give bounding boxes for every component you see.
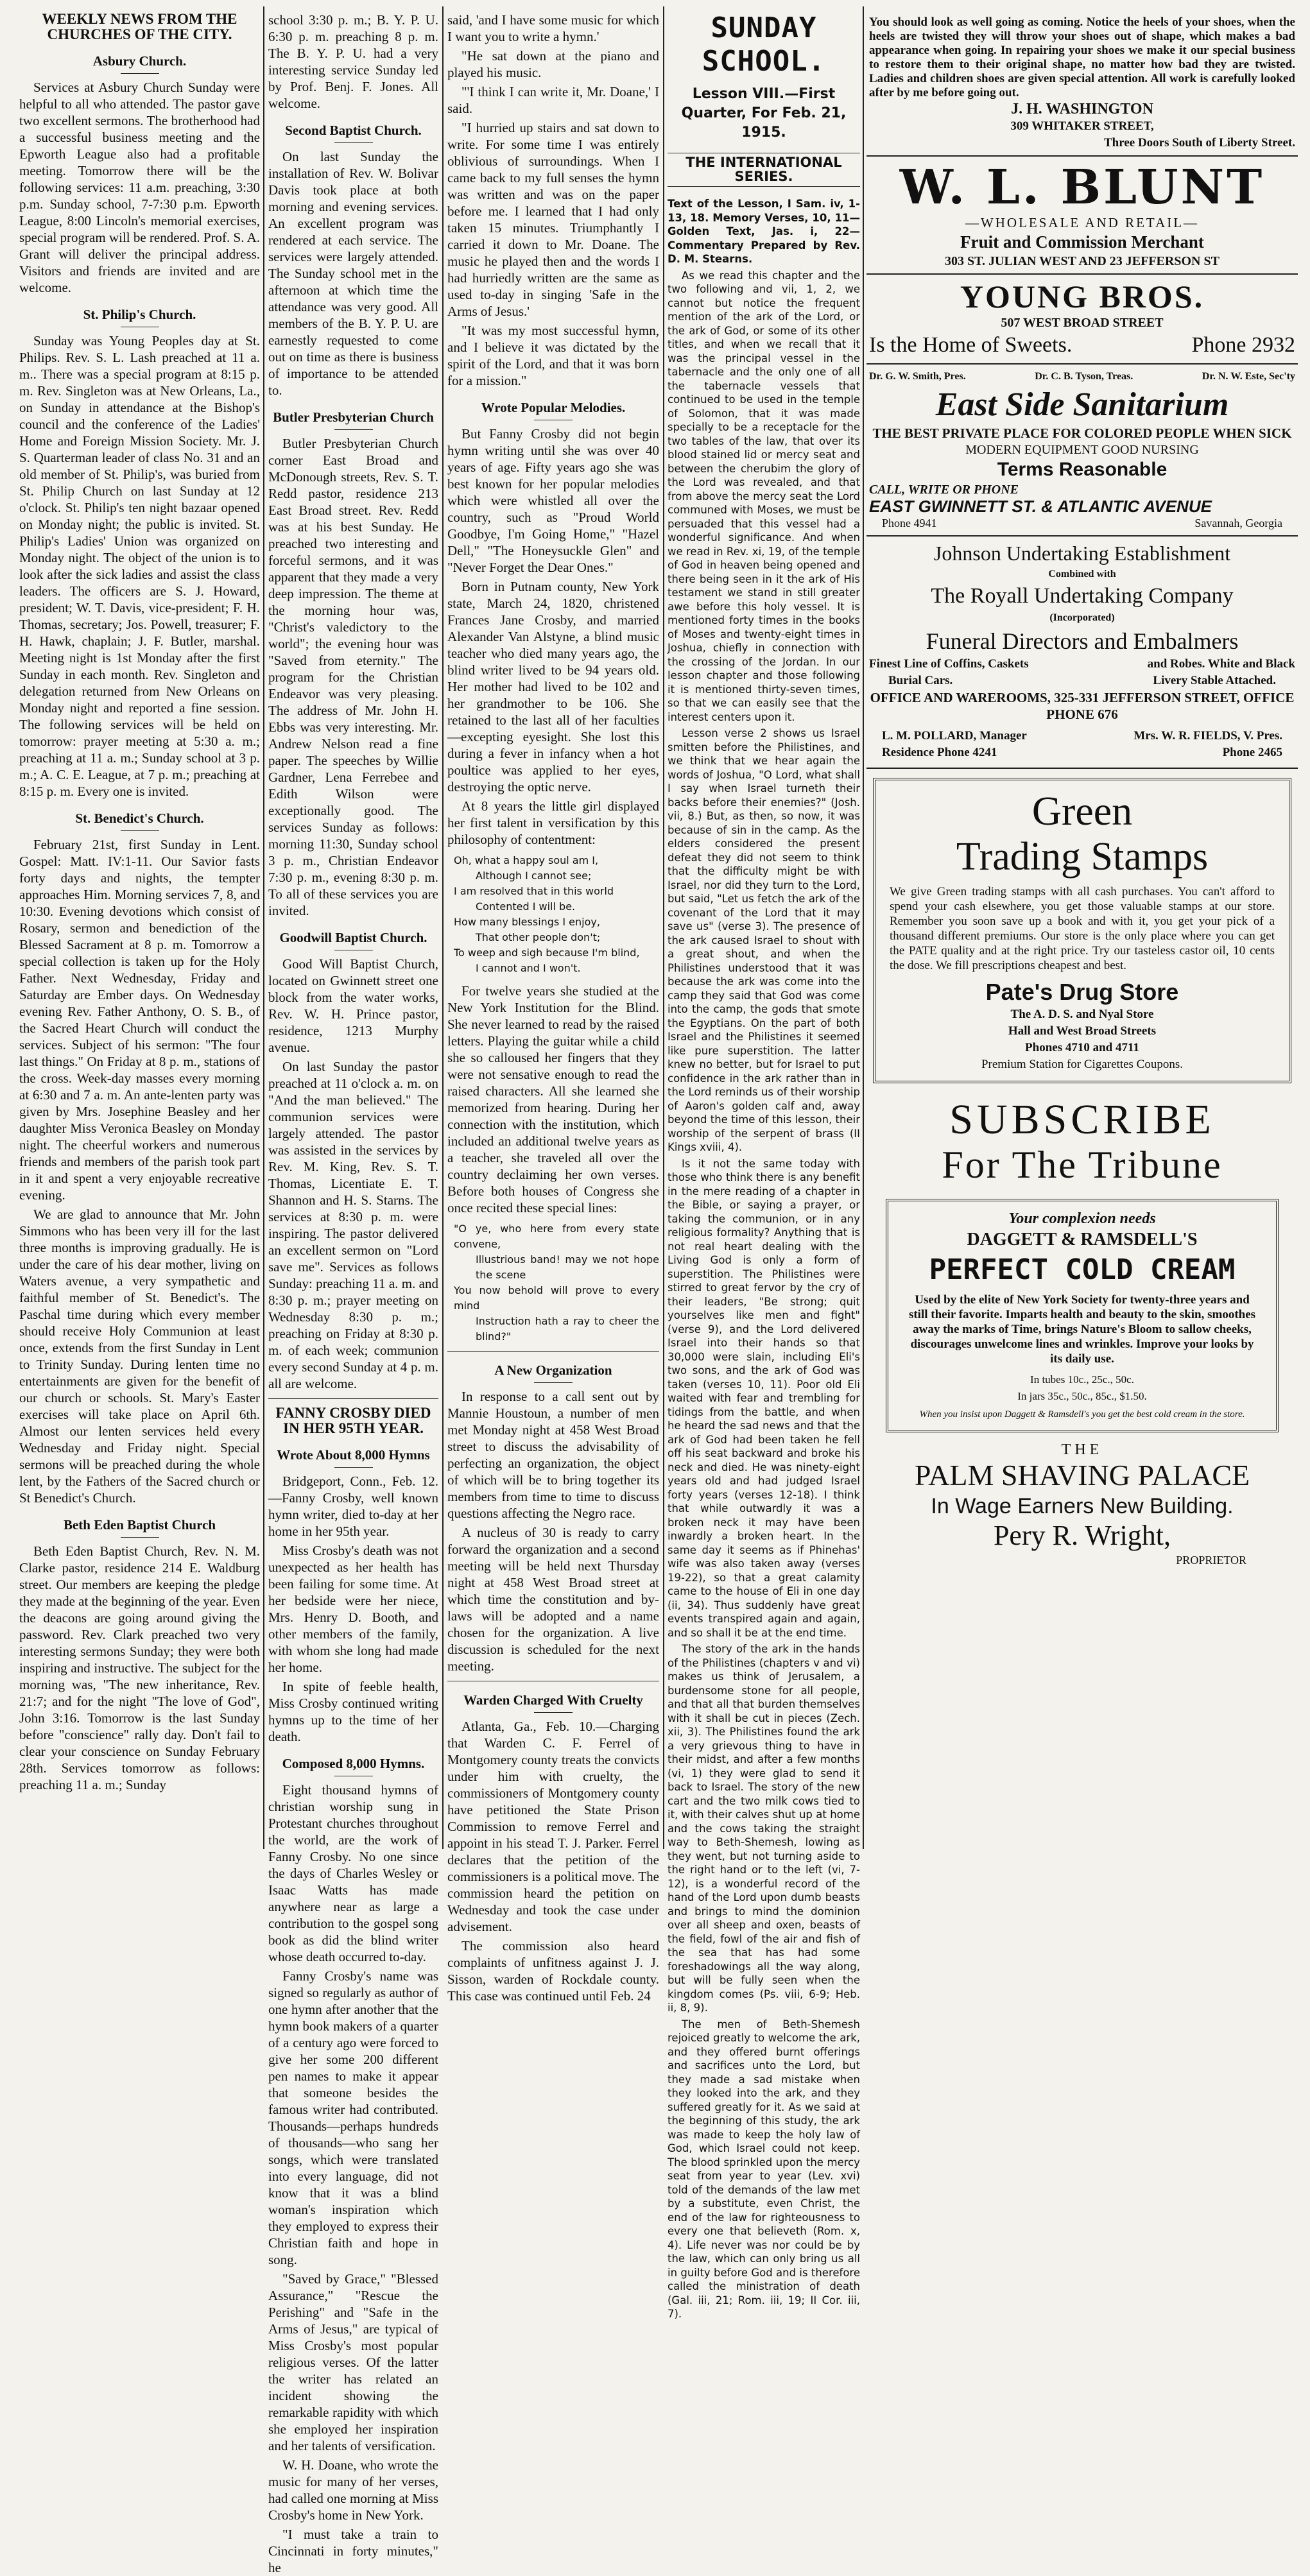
pates-drug-store: Pate's Drug Store xyxy=(985,979,1179,1005)
sanitarium-line-2: MODERN EQUIPMENT GOOD NURSING xyxy=(965,443,1199,457)
johnson-line-2: Combined with xyxy=(1048,569,1116,580)
column-4 xyxy=(668,12,860,2320)
cream-body: Used by the elite of New York Society for twenty-three years and still their favorite. Imparts health and beauty to the skin, smoothes away the marks of Time, brings Nature's Bloom to sallow cheeks, discourages unwelcome lines and wrinkles. Improve your looks by its daily use. xyxy=(908,1293,1256,1366)
column-2 xyxy=(268,12,438,2575)
green-line-4: Premium Station for Cigarettes Coupons. xyxy=(981,1058,1183,1071)
st-benedicts-title: St. Benedict's Church. xyxy=(19,810,260,831)
beth-eden-text: Beth Eden Baptist Church, Rev. N. M. Clarke pastor, residence 214 E. Waldburg street. Our members are keeping the pledge they made at the beginning of the year. Even the deacons are going around giving the password. Rev. Clark preached two very interesting sermons Sunday; they were both inspiring and instructive. The subject for the morning was, "The new inheritance, Rev. 21:7; and for the night "The love of God", John 3:16. Tomorrow is the last Sunday before "conscience" rally day. Don't fail to clear your conscience on Sunday February 28th. Services tomorrow as follows: preaching 11 a. m.; Sunday xyxy=(19,1543,260,1792)
column-rule xyxy=(442,6,444,1849)
subscribe-line-2: For The Tribune xyxy=(942,1144,1223,1186)
fanny-cont-2: "He sat down at the piano and played his music. xyxy=(447,48,659,80)
warden-text-1: Atlanta, Ga., Feb. 10.—Charging that Warden C. F. Ferrel of Montgomery county treats the convicts under him with cruelty, the commissioners of Montgomery county have petitioned the State Prison Commission to remove Ferrel and appoint in his stead T. J. Parker. Ferrel declares that the petition of the commissioners is a political move. The commission heard the petition on Wednesday and took the case under advisement. xyxy=(447,1719,659,1934)
fanny-crosby-subhead: Wrote About 8,000 Hymns xyxy=(268,1447,438,1468)
series-heading: THE INTERNATIONAL SERIES. xyxy=(668,153,860,187)
sanitarium-address: EAST GWINNETT ST. & ATLANTIC AVENUE xyxy=(869,497,1212,516)
washington-direction: Three Doors South of Liberty Street. xyxy=(1104,136,1295,150)
fields-phone: Phone 2465 xyxy=(1222,746,1282,759)
poem-line: To weep and sigh because I'm blind, xyxy=(454,947,640,959)
green-stamps-ad xyxy=(873,778,1291,1083)
poem-line: Illustrious band! may we not hope the scene xyxy=(476,1253,659,1281)
washington-address: 309 WHITAKER STREET, xyxy=(1010,119,1154,133)
lesson-para-1: As we read this chapter and the two following and vii, 1, 2, we cannot but notice the frequent mention of the ark of the Lord, or the ark of God, or some of its other titles, and when we recall that it was the principal vessel in the tabernacle and the only one of all the tabernacle vessels that continued to be used in the temple of Solomon, that it was made specially to be a receptacle for the two tables of the law, that over its blood stained lid or mercy seat and between the cherubim the glory of the Lord was revealed, and that from above the mercy seat the Lord communed with Moses, we must be persuaded that this vessel had a wonderful significance. And when we read in Rev. xi, 19, of the temple of God in heaven being opened and there being seen in it the ark of His testament we stand in still greater awe before this holy vessel. It is mentioned forty times in the books of Moses and twenty-eight times in Joshua, chiefly in connection with the crossing of the Jordan. In our lesson chapter and those following it is mentioned thirty-seven times, so that we can easily see that the interest centers upon it. xyxy=(668,269,860,723)
section-divider xyxy=(447,1351,659,1352)
lesson-para-4: The story of the ark in the hands of the Philistines (chapters v and vi) makes us think of Jerusalem, a burdensome stone for all people, and that all that burden themselves with it shall be cut in pieces (Zech. xii, 3). The Philistines found the ark a very grievous thing to have in their midst, and after a few months (vi, 1) they were glad to send it back to Israel. The story of the new cart and the two milk cows tied to it, with their calves shut up at home and the cows taking the straight way to Beth-Shemesh, lowing as they went, but not turning aside to the right hand or to the left (vi, 7-12), is a wonderful record of the hand of the Lord upon dumb beasts and brings to mind the dominion over all sheep and oxen, beasts of the field, fowl of the air and fish of the sea that has had some foreshadowings all the way along, but will be fully seen when the kingdom comes (Ps. viii, 6-9; Heb. ii, 8, 9). xyxy=(668,1643,860,2014)
second-baptist-title: Second Baptist Church. xyxy=(268,122,438,143)
blunt-line-2: Fruit and Commission Merchant xyxy=(960,232,1204,252)
washington-ad-text: You should look as well going as coming. Notice the heels of your shoes, when the heels are twisted they will throw your shoes out of shape, which makes a bad appearance when going. In repairing your shoes we make it our special business to restore them to their original shape, no matter how bad they are twisted. Ladies and children shoes are given special attention. All work is carefully looked after by me before going out. xyxy=(869,15,1295,99)
fanny-subhead-2: Composed 8,000 Hymns. xyxy=(268,1755,438,1776)
poem-line: I am resolved that in this world xyxy=(454,885,614,897)
fanny-text-3: In spite of feeble health, Miss Crosby continued writing hymns up to the time of her death. xyxy=(268,1679,438,1744)
palm-line-2: PALM SHAVING PALACE xyxy=(914,1459,1250,1491)
johnson-line-7a: Burial Cars. xyxy=(888,674,953,687)
young-bros-tagline: Is the Home of Sweets. xyxy=(869,333,1073,357)
washington-name: J. H. WASHINGTON xyxy=(1011,101,1153,117)
poem-line: Oh, what a happy soul am I, xyxy=(454,854,599,866)
st-philips-text: Sunday was Young Peoples day at St. Philips. Rev. S. L. Lash preached at 11 a. m.. There was a special program at 8:15 p. m. Rev. Singleton was at New Orleans, La., on Sunday in attendance at the Bishop's council and the conference of the Ladies' Home and Foreign Mission Society. Mr. J. S. Quarterman leader of class No. 31 and an old member of St. Philip's, was buried from St. Philip Church on last Sunday at 12 o'clock. St. Philip's ten night bazaar opened on Monday night; the public is invited. St. Philip's Ladies' Union was organized on Monday night. The object of the union is to look after the sick ladies and assist the class leaders. The officers are S. J. Howard, president; W. T. Davis, vice-president; F. H. Thomas, secretary; Jos. Powell, treasurer; F. H. Hawk, chaplain; J. F. Butler, marshal. Meeting night is 1st Monday after the first Sunday in each month. Rev. Singleton and delegation returned from New Orleans on Monday night and reported a fine session. The following services will be held on tomorrow: prayer meeting at 5:30 a. m.; preaching at 11 a. m.; Sunday school at 3 p. m.; A. C. E. League, at 7 p. m.; preaching at 8:15 p. m. Every one is invited. xyxy=(19,333,260,799)
poem-line: How many blessings I enjoy, xyxy=(454,916,600,928)
st-philips-title: St. Philip's Church. xyxy=(19,306,260,327)
fanny-text-7: W. H. Doane, who wrote the music for many of her verses, had called one morning at Miss Crosby's home in New York. xyxy=(268,2457,438,2523)
subscribe-line-1: SUBSCRIBE xyxy=(949,1096,1215,1143)
johnson-line-8: OFFICE AND WAREROOMS, 325-331 JEFFERSON STREET, OFFICE PHONE 676 xyxy=(870,690,1295,722)
officer-secretary: Dr. N. W. Este, Sec'ty xyxy=(1202,371,1295,382)
fanny-cont-7: Born in Putnam county, New York state, March 24, 1820, christened Frances Jane Crosby, and married Alexander Van Alstyne, a blind music teacher who died many years ago, the blind writer lived to be 94 years old. Her mother had lived to be 102 and her grandmother to be 106. She retained to the last all of her faculties—excepting eyesight. She lost this during a fever in infancy when a hot poultice was applied to her eyes, destroying the optic nerve. xyxy=(447,579,659,794)
fanny-cont-4: "I hurried up stairs and sat down to write. For some time I was entirely oblivious of surroundings. When I came back to my full senses the hymn was written and was on the paper before me. I learned that I had only taken 15 minutes. Triumphantly I carried it down to Mr. Doane. The music he played then and the words I had hurriedly written are the same as used to-day in singing 'Safe in the Arms of Jesus.' xyxy=(447,120,659,319)
lesson-heading: Lesson VIII.—First Quarter, For Feb. 21, 1915. xyxy=(681,86,847,141)
blunt-name: W. L. BLUNT xyxy=(899,160,1265,215)
column-rule xyxy=(663,6,664,1849)
green-body: We give Green trading stamps with all cash purchases. You can't afford to spend your cash elsewhere, you get those valuable stamps at our store. Remember you soon save up a book and with it, you get your pick of a thousand different premiums. Our store is the only place where you can get the PATE quality and at the right price. Try our tasteless castor oil, 10 cents the dose. We fill prescriptions cheapest and best. xyxy=(890,885,1275,972)
fanny-text-5: Fanny Crosby's name was signed so regularly as author of one hymn after another that the hymn book makers of a quarter of a century ago were forced to give her some 200 different pen names to make it appear that someone besides the famous writer had contributed. Thousands—perhaps hundreds of thousands—who sang her songs, which were translated into every language, did not know that it was a blind woman's inspiration which they employed to express their Christian faith and hope in song. xyxy=(268,1968,438,2267)
young-bros-phone: Phone 2932 xyxy=(1191,333,1295,357)
weekly-news-headline: WEEKLY NEWS FROM THE CHURCHES OF THE CITY. xyxy=(42,11,237,42)
section-divider xyxy=(268,1398,438,1399)
cold-cream-ad xyxy=(886,1199,1279,1432)
johnson-line-5: Funeral Directors and Embalmers xyxy=(926,628,1239,654)
manager-fields: Mrs. W. R. FIELDS, V. Pres. xyxy=(1133,729,1282,743)
johnson-line-7b: Livery Stable Attached. xyxy=(1153,674,1276,687)
green-line-3: Phones 4710 and 4711 xyxy=(1025,1041,1139,1054)
fanny-cont-3: "'I think I can write it, Mr. Doane,' I said. xyxy=(447,84,659,116)
lesson-text-reference: Text of the Lesson, I Sam. iv, 1-13, 18. Memory Verses, 10, 11—Golden Text, Jas. i, 22—Commentary Prepared by Rev. D. M. Stearns. xyxy=(668,198,860,265)
asbury-title: Asbury Church. xyxy=(19,53,260,74)
butler-text: Butler Presbyterian Church corner East Broad and McDonough streets, Rev. S. T. Redd pastor, residence 213 East Broad street. Rev. Redd was at his best Sunday. He preached two interesting and forceful sermons, and it was apparent that they made a very deep impression. The theme at the morning hour was, "Christ's valedictory to the world"; the evening hour was "Saved from eternity." The program for the Christian Endeavor was very pleasing. The address of Mr. John H. Ebbs was very interesting. Mr. Andrew Nelson read a fine paper. The speeches by Willie Gardner, Lena Ferrebee and Edith Wilson were exceptionally good. The services Sunday as follows: morning 11:30, Sunday school 3 p. m., Christian Endeavor 7:30 p. m., evening 8:30 p. m. To all of these services you are invited. xyxy=(268,436,438,918)
sunday-school-title: SUNDAY SCHOOL. xyxy=(702,12,826,78)
sanitarium-line-1: THE BEST PRIVATE PLACE FOR COLORED PEOPLE WHEN SICK xyxy=(872,425,1292,441)
st-benedicts-text-2: We are glad to announce that Mr. John Simmons who has been very ill for the last three months is improving gradually. He is under the care of his dear mother, living on Waters avenue, a very sympathetic and faithful member of St. Benedict's. The Paschal time during which every member should receive Holy Communion at least once, extends from the first Sunday in Lent to Trinity Sunday. During lenten time no entertainments are given for the benefit of our church or schools. St. Mary's Easter exercises will take place on April 6th. Almost our lenten services held every Wednesday and Friday night. Special sermons will be preached during the whole lent, by the Fathers of the Sacred church or St Benedict's Church. xyxy=(19,1206,260,1506)
poem-line: You now behold will prove to every mind xyxy=(454,1284,659,1312)
sanitarium-phone: Phone 4941 xyxy=(882,517,937,529)
sanitarium-officers xyxy=(869,368,1295,385)
lesson-para-2: Lesson verse 2 shows us Israel smitten before the Philistines, and we think that we hear again the words of Joshua, "O Lord, what shall I say when Israel turneth their backs before their enemies?" (Josh. vii, 8.) But, as then, so now, it was because of sin in the camp. As the elders considered the present defeat they did not seem to think that the difficulty might be with Israel, nor did they turn to the Lord, but said, "Let us fetch the ark of the covenant of the Lord that it may save us" (verse 3). The presence of the ark caused Israel to shout with a great shout, and when the Philistines understood that it was because the ark was come into the camp they said that God was come into the camp, the gods that smote the Egyptians. On the part of both Israel and the Philistines it seemed like pure superstition. The latter knew no better, but for Israel to put confidence in the ark rather than in the Lord reminds us of their worship of Aaron's golden calf and, away beyond the time of this lesson, their worship of the serpent of brass (II Kings xviii, 4). xyxy=(668,727,860,1153)
officer-president: Dr. G. W. Smith, Pres. xyxy=(869,371,966,382)
beth-eden-title: Beth Eden Baptist Church xyxy=(19,1516,260,1538)
warden-title: Warden Charged With Cruelty xyxy=(447,1692,659,1713)
goodwill-text-2: On last Sunday the pastor preached at 11 o'clock a. m. on "And the man believed." The communion services were largely attended. The pastor was assisted in the services by Rev. M. King, Rev. S. T. Thomas, Licentiate E. T. Shannon and H. S. Starns. The services at 8:30 p. m. were inspiring. The pastor delivered an excellent sermon on "Lord save me". Services as follows Sunday: preaching 11 a. m. and 8:30 p. m.; prayer meeting on Wednesday 8:30 p. m.; preaching on Friday at 8:30 p. m. of each week; communion every second Sunday at 4 p. m. all are welcome. xyxy=(268,1059,438,1391)
sanitarium-line-4: CALL, WRITE OR PHONE xyxy=(869,483,1019,497)
column-3 xyxy=(447,12,659,2004)
cream-note: When you insist upon Daggett & Ramsdell's you get the best cold cream in the store. xyxy=(919,1409,1245,1420)
palm-line-5: PROPRIETOR xyxy=(1176,1554,1246,1567)
fanny-cont-5: "It was my most successful hymn, and I believe it was dictated by the spirit of the Lord, and that it was born for a mission." xyxy=(447,323,659,388)
poem-line: That other people don't; xyxy=(476,931,601,943)
johnson-phones-row xyxy=(869,744,1295,764)
young-bros-tagline-row xyxy=(869,331,1295,359)
cream-line-1: Your complexion needs xyxy=(1008,1210,1156,1227)
washington-shoe-ad xyxy=(866,12,1298,157)
second-baptist-text: On last Sunday the installation of Rev. W. Bolivar Davis took place at both morning and evening services. An excellent program was rendered at each service. The services were largely attended. The Sunday school met in the afternoon at which time the attendance was very good. All members of the B. Y. P. U. are earnestly requested to come out on time as there is business of importance to be attended to. xyxy=(268,149,438,398)
organization-text-2: A nucleus of 30 is ready to carry forward the organization and a second meeting will be held next Thursday night at 458 West Broad street at which time the constitution and by-laws will be adopted and a name chosen for the organization. A live discussion is scheduled for the next meeting. xyxy=(447,1525,659,1674)
johnson-undertaking-ad xyxy=(866,537,1298,769)
johnson-line-3: The Royall Undertaking Company xyxy=(931,584,1234,608)
poem-line: Instruction hath a ray to cheer the blind?" xyxy=(476,1315,659,1343)
johnson-line-6a: Finest Line of Coffins, Caskets xyxy=(869,657,1029,671)
poem-line: Contented I will be. xyxy=(476,900,576,913)
fanny-cont-1: said, 'and I have some music for which I want you to write a hymn.' xyxy=(447,12,659,44)
fanny-text-8: "I must take a train to Cincinnati in forty minutes," he xyxy=(268,2527,438,2575)
young-bros-address: 507 WEST BROAD STREET xyxy=(1001,316,1164,330)
johnson-line-1: Johnson Undertaking Establishment xyxy=(933,542,1231,565)
st-benedicts-text-1: February 21st, first Sunday in Lent. Gospel: Matt. IV:1-11. Our Savior fasts forty days and nights, the tempter approaches Him. Morning services 7, 8, and 10:30. Evening devotions which consist of Rosary, sermon and benediction of the Blessed Sacrament at 8 p. m. Tomorrow a special collection is taken up for the Holy Father. Next Wednesday, Friday and Saturday are Ember days. On Wednesday evening Rev. Father Anthony, O. S. B., of the Sacred Heart Church will conduct the services. Subject of his sermon: "The four last things." On Friday at 8 p. m., stations of the cross. Week-day masses every morning at 6:30 and 7 a. m. An ante-lenten party was given by Mrs. Josephine Beasley and her daughter Miss Veronica Beasley on Monday night. The cheerful workers and numerous friends and members of the parish took part in it and spent a very enjoyable recreative evening. xyxy=(19,837,260,1203)
fanny-cont-8: At 8 years the little girl displayed her first talent in versification by this philosophy of contentment: xyxy=(447,798,659,847)
green-title-1: Green xyxy=(1031,788,1133,834)
fanny-cont-6: But Fanny Crosby did not begin hymn writing until she was over 40 years of age. Fifty years ago she was best known for her popular melodies which were whistled all over the country, such as "Proud World Goodbye, I'm Going Home," "Hazel Dell," "The Honeysuckle Glen" and "Never Forget the Dear Ones." xyxy=(447,426,659,575)
poem-congress xyxy=(454,1221,659,1344)
young-bros-ad xyxy=(866,275,1298,365)
fanny-crosby-headline: FANNY CROSBY DIED IN HER 95TH YEAR. xyxy=(275,1405,431,1436)
cream-line-2: DAGGETT & RAMSDELL'S xyxy=(967,1230,1198,1249)
cream-prices-2: In jars 35c., 50c., 85c., $1.50. xyxy=(1017,1390,1147,1402)
fanny-text-1: Bridgeport, Conn., Feb. 12.—Fanny Crosby, well known hymn writer, died to-day at her home in her 95th year. xyxy=(268,1473,438,1539)
cream-line-3: PERFECT COLD CREAM xyxy=(929,1253,1236,1286)
poem-line: "O ye, who here from every state convene, xyxy=(454,1223,659,1250)
johnson-line-6b: and Robes. White and Black xyxy=(1147,657,1295,671)
sanitarium-ad xyxy=(866,365,1298,537)
column-rule xyxy=(863,6,864,1849)
blunt-ad xyxy=(866,157,1298,275)
palm-line-3: In Wage Earners New Building. xyxy=(931,1494,1234,1518)
butler-title: Butler Presbyterian Church xyxy=(268,409,438,430)
lesson-para-3: Is it not the same today with those who think there is any benefit in the mere reading of a chapter in the Bible, or saying a prayer, or taking the communion, or in any religious formality? Anything that is not real heart dealing with the Living God is only a form of superstition. The Philistines were stirred to great fervor by the cry of their leaders, "Be strong; quit yourselves like men and fight" (verse 9), and the Lord delivered Israel into their hands so that 30,000 were slain, including Eli's two sons, and the ark of God was taken (verses 10, 11). Poor old Eli waited with fear and trembling for tidings from the battle, and when he heard the sad news and that the ark of God had been taken he fell off his seat backward and broke his neck and died. He was ninety-eight years old and had judged Israel forty years (verses 12-18). I think that while outwardly it was a broken neck it may have been inwardly a broken heart. In the same day it seems as if Phinehas' wife was also taken away (verses 19-22), so that a great calamity came to the house of Eli in one day (ii, 34). Thus suddenly have great events transpired again and again, and so shall it be at the end time. xyxy=(668,1157,860,1639)
column-rule xyxy=(263,6,264,1849)
manager-pollard: L. M. POLLARD, Manager xyxy=(882,729,1027,743)
popular-melodies-subhead: Wrote Popular Melodies. xyxy=(447,399,659,420)
poem-line: Although I cannot see; xyxy=(476,870,592,882)
green-line-1: The A. D. S. and Nyal Store xyxy=(1010,1008,1154,1021)
sanitarium-contact-row xyxy=(869,515,1295,531)
palm-line-4: Pery R. Wright, xyxy=(993,1520,1171,1551)
fanny-text-6: "Saved by Grace," "Blessed Assurance," "Rescue the Perishing" and "Safe in the Arms of Jesus," are typical of Miss Crosby's most popular religious verses. Of the latter the writer has related an incident showing the remarkable rapidity with which she employed her inspiration and her talents of versification. xyxy=(268,2271,438,2453)
column-5-ads xyxy=(866,12,1298,1844)
fanny-cont-9: For twelve years she studied at the New York Institution for the Blind. She never learned to read by the raised letters. Playing the guitar while a child she so calloused her fingers that they were not sensative enough to read the raised characters. All she learned she memorized from hearing. During her connection with the institution, which included an additional twelve years as a teacher, she traveled all over the country declaiming her own verses. Before both houses of Congress she once recited these special lines: xyxy=(447,983,659,1215)
sanitarium-name: East Side Sanitarium xyxy=(935,386,1229,423)
johnson-row-7 xyxy=(869,673,1295,689)
blunt-line-1: —WHOLESALE AND RETAIL— xyxy=(965,215,1200,230)
green-line-2: Hall and West Broad Streets xyxy=(1008,1024,1157,1038)
organization-text-1: In response to a call sent out by Mannie Houstoun, a number of men met Monday night at 458 West Broad street to discuss the advisability of perfecting an organization, the object of which will be to bring together its members from time to time to discuss questions affecting the Negro race. xyxy=(447,1389,659,1521)
palm-shaving-ad xyxy=(866,1441,1298,1568)
officer-treasurer: Dr. C. B. Tyson, Treas. xyxy=(1035,371,1133,382)
beth-eden-continued: school 3:30 p. m.; B. Y. P. U. 6:30 p. m. preaching 8 p. m. The B. Y. P. U. had a very interesting service Sunday led by Prof. Benj. F. Jones. All welcome. xyxy=(268,12,438,111)
fanny-text-2: Miss Crosby's death was not unexpected as her health has been failing for some time. At her bedside were her niece, Mrs. Henry D. Booth, and other members of the family, with whom she long had made her home. xyxy=(268,1543,438,1675)
sanitarium-line-3: Terms Reasonable xyxy=(997,459,1168,480)
subscribe-ad xyxy=(866,1092,1298,1190)
johnson-line-4: (Incorporated) xyxy=(1049,612,1115,623)
johnson-managers-row xyxy=(869,723,1295,744)
column-1 xyxy=(19,12,260,1844)
asbury-text: Services at Asbury Church Sunday were helpful to all who attended. The pastor gave two excellent sermons. The brotherhood had a successful business meeting and the Epworth League also had a profitable meeting. Tomorrow there will be the following services: 11 a.m. preaching, 3:30 p.m. Sunday school, 7-7:30 p.m. Epworth League, 8:00 Lincoln's memorial exercises, special program will be rendered. Prof. S. A. Grant will deliver the principal address. Visitors and friends are invited and are welcome. xyxy=(19,80,260,295)
cream-prices-1: In tubes 10c., 25c., 50c. xyxy=(1030,1373,1134,1386)
blunt-line-3: 303 ST. JULIAN WEST AND 23 JEFFERSON ST xyxy=(945,254,1220,268)
lesson-para-5: The men of Beth-Shemesh rejoiced greatly to welcome the ark, and they offered burnt offerings and sacrifices unto the Lord, but they made a sad mistake when they looked into the ark, and they suffered greatly for it. As we said at the beginning of this study, the ark was made to keep the holy law of God, which Israel could not keep. The blood sprinkled upon the mercy seat from year to year (Lev. xvi) told of the demands of the law met by a substitute, even Christ, the end of the law for righteousness to every one that believeth (Rom. x, 4). Life never was nor could be by the law, which can only bring us all in guilty before God and is therefore called the ministration of death (Gal. iii, 21; Rom. iii, 19; II Cor. iii, 7). xyxy=(668,2018,860,2320)
johnson-row-6 xyxy=(869,656,1295,673)
young-bros-name: YOUNG BROS. xyxy=(960,279,1205,314)
palm-line-1: THE xyxy=(1061,1441,1103,1458)
sanitarium-city: Savannah, Georgia xyxy=(1194,517,1282,529)
new-organization-title: A New Organization xyxy=(447,1362,659,1383)
pollard-phone: Residence Phone 4241 xyxy=(882,746,997,759)
poem-contentment xyxy=(454,853,659,976)
green-title-2: Trading Stamps xyxy=(956,835,1209,879)
warden-text-2: The commission also heard complaints of unfitness against J. J. Sisson, warden of Rockdale county. This case was continued until Feb. 24 xyxy=(447,1938,659,2004)
fanny-text-4: Eight thousand hymns of christian worship sung in Protestant churches throughout the world, are the work of Fanny Crosby. No one since the days of Charles Wesley or Isaac Watts has made anywhere near as large a contribution to the gospel song book as did the blind writer whose death occurred to-day. xyxy=(268,1782,438,1964)
goodwill-text-1: Good Will Baptist Church, located on Gwinnett street one block from the water works, Rev. W. H. Prince pastor, residence, 1213 Murphy avenue. xyxy=(268,956,438,1055)
poem-line: I cannot and I won't. xyxy=(476,962,581,974)
goodwill-title: Goodwill Baptist Church. xyxy=(268,929,438,950)
